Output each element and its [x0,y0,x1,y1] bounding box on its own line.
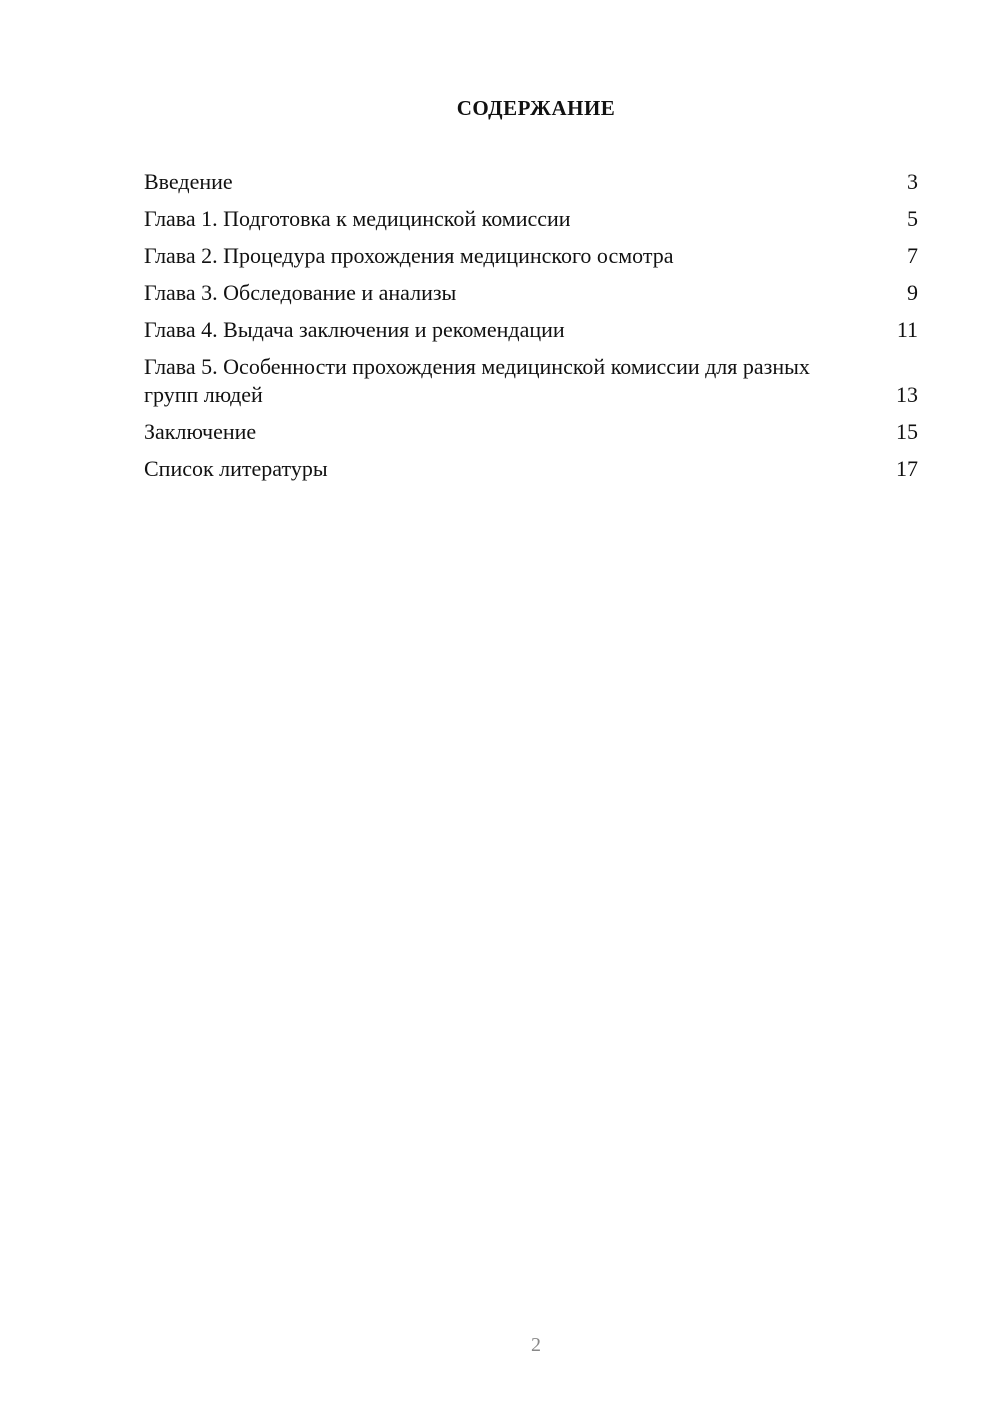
toc-entry-page: 7 [907,243,918,268]
toc-entry-page: 5 [907,206,918,231]
toc-entry-label: Введение [144,169,233,194]
toc-entry-label: Глава 2. Процедура прохождения медицинского осмотра [144,243,674,268]
toc-entry-label: Заключение [144,419,257,444]
table-of-contents [144,168,918,492]
toc-entry-page: 3 [907,169,918,194]
toc-entry-chapter-5 [144,353,918,409]
toc-entry-label: Глава 1. Подготовка к медицинской комиссии [144,206,571,231]
toc-entry-conclusion [144,418,918,446]
toc-entry-chapter-2 [144,242,918,270]
toc-entry-references [144,455,918,483]
toc-entry-label: Глава 3. Обследование и анализы [144,280,457,305]
toc-entry-page: 9 [907,280,918,305]
toc-entry-page: 11 [896,317,918,342]
toc-entry-chapter-3 [144,279,918,307]
toc-entry-page: 15 [896,419,918,444]
page-title: СОДЕРЖАНИЕ [456,96,616,120]
toc-entry-label: Глава 5. Особенности прохождения медицинской комиссии для разных групп людей [144,354,810,407]
toc-entry-page: 13 [896,382,918,407]
toc-entry-page: 17 [896,456,918,481]
toc-entry-label: Список литературы [144,456,328,481]
toc-entry-chapter-4 [144,316,918,344]
page-number: 2 [531,1334,541,1356]
toc-entry-chapter-1 [144,205,918,233]
toc-entry-introduction [144,168,918,196]
toc-entry-label: Глава 4. Выдача заключения и рекомендации [144,317,565,342]
